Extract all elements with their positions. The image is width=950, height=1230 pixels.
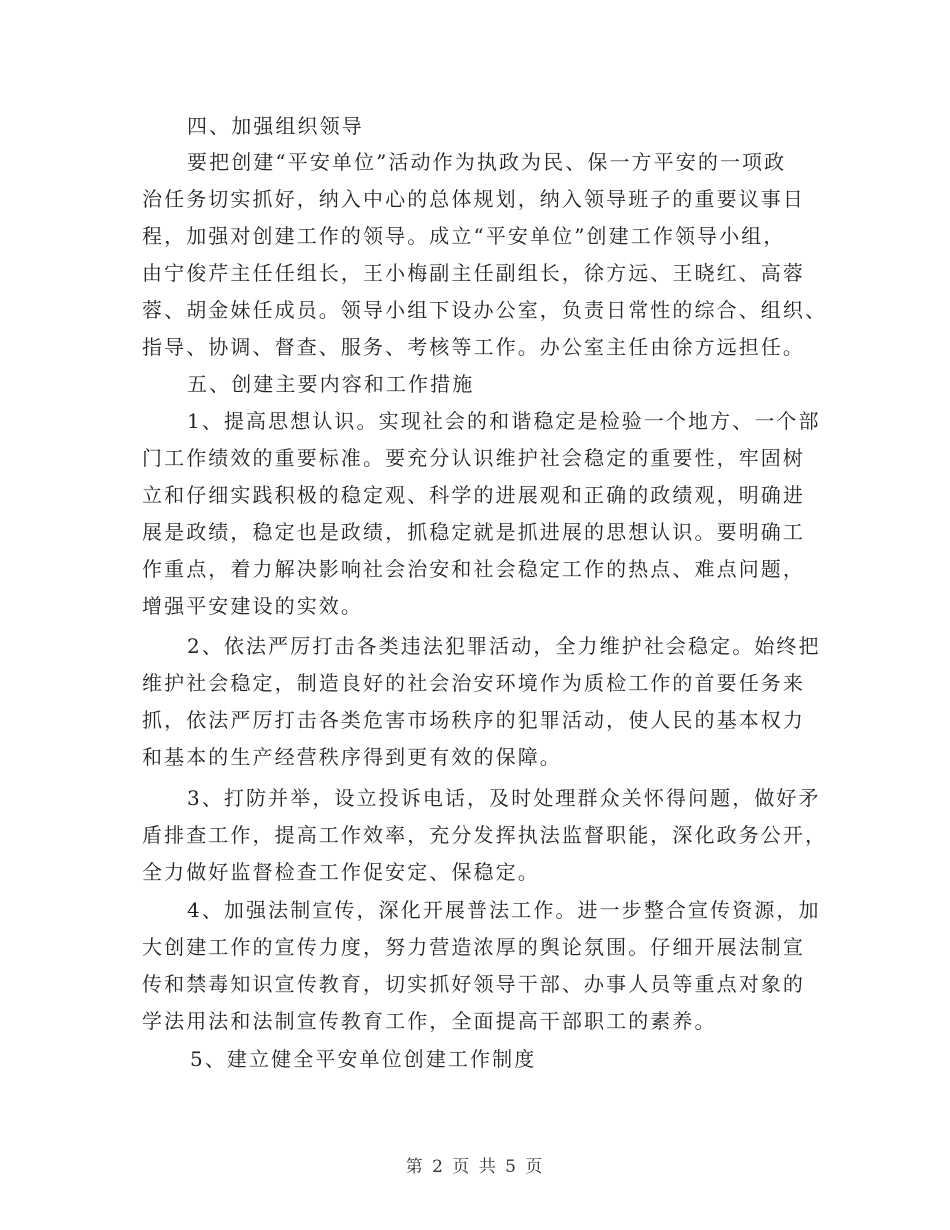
paragraph-line: 维护社会稳定，制造良好的社会治安环境作为质检工作的首要任务来 [142, 671, 805, 695]
paragraph-line: 指导、协调、督查、服务、考核等工作。办公室主任由徐方远担任。 [142, 335, 805, 359]
paragraph-line: 要把创建“平安单位”活动作为执政为民、保一方平安的一项政 [187, 150, 787, 174]
paragraph-line: 2、依法严厉打击各类违法犯罪活动，全力维护社会稳定。始终把 [187, 634, 821, 658]
paragraph-line: 展是政绩，稳定也是政绩，抓稳定就是抓进展的思想认识。要明确工 [142, 520, 805, 544]
paragraph-line: 程，加强对创建工作的领导。成立“平安单位”创建工作领导小组， [142, 224, 786, 248]
item-heading-5: 5、建立健全平安单位创建工作制度 [190, 1047, 537, 1071]
paragraph-line: 3、打防并举，设立投诉电话，及时处理群众关怀得问题，做好矛 [187, 786, 821, 810]
paragraph-line: 蓉、胡金妹任成员。领导小组下设办公室，负责日常性的综合、组织、 [142, 298, 828, 322]
paragraph-line: 作重点，着力解决影响社会治安和社会稳定工作的热点、难点问题， [142, 557, 805, 581]
paragraph-line: 全力做好监督检查工作促安定、保稳定。 [142, 860, 540, 884]
paragraph-line: 立和仔细实践积极的稳定观、科学的进展观和正确的政绩观，明确进 [142, 483, 805, 507]
section-heading-5: 五、创建主要内容和工作措施 [187, 372, 475, 396]
paragraph-line: 盾排查工作，提高工作效率，充分发挥执法监督职能，深化政务公开， [142, 823, 828, 847]
page-number-footer: 第 2 页 共 5 页 [405, 1157, 545, 1177]
paragraph-line: 治任务切实抓好，纳入中心的总体规划，纳入领导班子的重要议事日 [142, 187, 805, 211]
paragraph-line: 和基本的生产经营秩序得到更有效的保障。 [142, 745, 562, 769]
paragraph-line: 1、提高思想认识。实现社会的和谐稳定是检验一个地方、一个部 [187, 409, 821, 433]
paragraph-line: 由宁俊芹主任任组长，王小梅副主任副组长，徐方远、王晓红、高蓉 [142, 261, 805, 285]
paragraph-line: 4、加强法制宣传，深化开展普法工作。进一步整合宣传资源，加 [187, 898, 821, 922]
paragraph-line: 传和禁毒知识宣传教育，切实抓好领导干部、办事人员等重点对象的 [142, 972, 805, 996]
section-heading-4: 四、加强组织领导 [187, 114, 364, 138]
paragraph-line: 门工作绩效的重要标准。要充分认识维护社会稳定的重要性，牢固树 [142, 446, 805, 470]
paragraph-line: 学法用法和法制宣传教育工作，全面提高干部职工的素养。 [142, 1009, 717, 1033]
paragraph-line: 大创建工作的宣传力度，努力营造浓厚的舆论氛围。仔细开展法制宣 [142, 935, 805, 959]
paragraph-line: 增强平安建设的实效。 [142, 594, 363, 618]
paragraph-line: 抓，依法严厉打击各类危害市场秩序的犯罪活动，使人民的基本权力 [142, 708, 805, 732]
